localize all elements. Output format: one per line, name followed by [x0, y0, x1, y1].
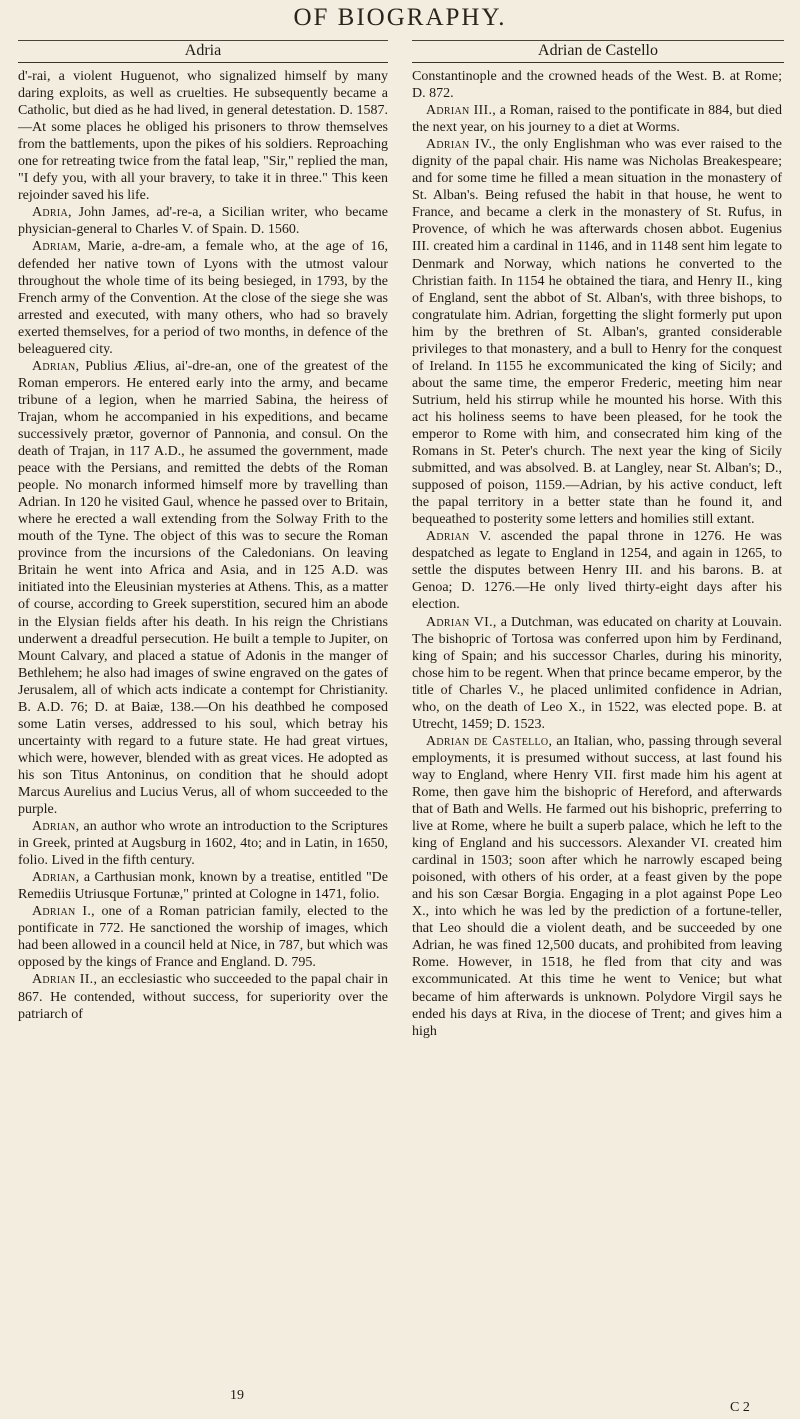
entry-headword: Adrian III.,: [426, 103, 497, 119]
running-title: OF BIOGRAPHY.: [293, 4, 507, 31]
entry-text: Marie, a-dre-am, a female who, at the age of 16, defended her native town of Lyons with the utmost valour throughout the whole time of its being besieged, in 1793, by the French army of the Convention. At the close of the siege she was arrested and executed, with many others, who had so bravely exerted themselves, for a period of two months, in defence of the beleaguered city.: [18, 239, 388, 357]
entry-text: ascended the papal throne in 1276. He was despatched as legate to England in 1254, and again in 1265, to settle the disputes between Henry III. and his barons. B. at Genoa; D. 1276.—He only lived thirty-eight days after his election.: [412, 529, 783, 613]
right-column-header: Adrian de Castello: [412, 42, 784, 63]
entry-text: one of a Roman patrician family, elected to the pontificate in 772. He sanctioned the worship of images, which had been allowed in a council held at Nice, in 787, but which was opposed by the kings of France and England. D. 795.: [18, 904, 388, 971]
entry-text: a Dutchman, was educated on charity at Louvain. The bishopric of Tortosa was conferred upon him by Ferdinand, king of Spain; and his successor Charles, during his minority, chose him to be regent. When that prince became emperor, by the title of Charles V., he placed unlimited confidence in Adrian, who, on the death of Leo X., in 1522, was elected pope. B. at Utrecht, 1459; D. 1523.: [412, 614, 782, 732]
entry-text: an author who wrote an introduction to the Scriptures in Greek, printed at Augsburg in 1602, 4to; and in Latin, in 1650, folio. Lived in the fifth century.: [18, 819, 388, 869]
entry-headword: Adriam,: [32, 239, 82, 255]
entry-paragraph: [18, 971, 388, 1022]
entry-paragraph: [412, 528, 782, 613]
page-number: 19: [230, 1388, 244, 1403]
left-column-header: Adria: [18, 42, 388, 63]
entry-paragraph: [18, 358, 388, 818]
entry-paragraph: [412, 614, 782, 733]
entry-text: John James, ad'-re-a, a Sicilian writer, who became physician-general to Charles V. of Spain. D. 1560.: [18, 205, 388, 238]
entry-headword: Adrian IV.,: [426, 137, 497, 153]
entry-headword: Adrian,: [32, 358, 80, 374]
entry-headword: Adria,: [32, 205, 72, 221]
signature-mark: C 2: [730, 1400, 750, 1415]
entry-headword: Adrian II.,: [32, 972, 98, 988]
entry-paragraph: [412, 68, 782, 102]
entry-headword: Adrian V.: [426, 529, 492, 545]
entry-paragraph: [18, 68, 388, 204]
entry-text: a Carthusian monk, known by a treatise, entitled "De Remediis Utriusque Fortunæ," printed at Cologne in 1471, folio.: [18, 870, 388, 903]
entry-paragraph: [412, 733, 782, 1040]
entry-text: Constantinople and the crowned heads of the West. B. at Rome; D. 872.: [412, 69, 782, 102]
entry-text: Publius Ælius, ai'-dre-an, one of the greatest of the Roman emperors. He entered early into the army, and became tribune of a legion, when he married Sabina, the heiress of Trajan, whom he accompanied in his expeditions, and became successively prætor, governor of Pannonia, and consul. On the death of Trajan, in 117 A.D., he assumed the government, made peace with the Persians, and remitted the debts of the Roman people. No monarch informed himself more by travelling than Adrian. In 120 he visited Gaul, whence he passed over to Britain, where he erected a wall extending from the Solway Frith to the mouth of the Tyne. The object of this was to secure the Roman province from the incursions of the Caledonians. On leaving Britain he went into Africa and Asia, and in 125 A.D. was initiated into the Eleusinian mysteries at Athens. This, as a matter of course, according to Greek superstition, secured him an abode in the Elysian fields after his death. In his reign the Christians underwent a dreadful persecution. He built a temple to Jupiter, on Mount Calvary, and placed a statue of Adonis in the manger of Bethlehem; he also had images of swine engraved on the gates of Jerusalem, all of which acts indicate a contempt for Christianity. B. A.D. 76; D. at Baiæ, 138.—On his deathbed he composed some Latin verses, addressed to his soul, which betray his uncertainty with regard to a future state. He had great virtues, which were, however, blended with as great vices. He adopted as his son Titus Antoninus, on condition that he should adopt Marcus Aurelius and Lucius Verus, all of whom succeeded to the purple.: [18, 358, 388, 818]
entry-headword: Adrian,: [32, 819, 80, 835]
entry-headword: Adrian,: [32, 870, 80, 886]
right-header-rule: [412, 40, 784, 41]
entry-headword: Adrian I.,: [32, 904, 95, 920]
left-header-rule: [18, 40, 388, 41]
entry-text: an ecclesiastic who succeeded to the papal chair in 867. He contended, without success, for superiority over the patriarch of: [18, 972, 389, 1022]
entry-text: an Italian, who, passing through several employments, it is presumed without success, at last found his way to England, where Henry VII. first made him his agent at Rome, then gave him the bishopric of Hereford, and afterwards that of Bath and Wells. He farmed out his bishopric, preferring to live at Rome, where he built a superb palace, which he left to the king of England and his successors. Alexander VI. created him cardinal in 1503; soon after which he narrowly escaped being poisoned, with others of his order, at a feast given by the pope and his son Cæsar Borgia. Engaging in a plot against Pope Leo X., into which he was led by the prediction of a fortune-teller, that Leo should die a violent death, and be succeeded by one Adrian, he was fined 12,500 ducats, and prohibited from leaving Rome. However, in 1518, he fled from that city and was excommunicated. At this time he went to Venice; but what became of him afterwards is unknown. Polydore Virgil says he ended his days at Riva, in the diocese of Trent; and gives him a high: [412, 733, 782, 1039]
entry-paragraph: [18, 238, 388, 357]
right-column: [412, 68, 782, 1040]
entry-paragraph: [18, 818, 388, 869]
entry-paragraph: [412, 102, 782, 136]
entry-headword: Adrian VI.,: [426, 614, 497, 630]
entry-paragraph: [18, 204, 388, 238]
entry-paragraph: [18, 869, 388, 903]
entry-text: a Roman, raised to the pontificate in 884, but died the next year, on his journey to a diet at Worms.: [412, 103, 782, 136]
entry-text: the only Englishman who was ever raised to the dignity of the papal chair. His name was Nicholas Breakespeare; and for some time he filled a mean situation in the monastery of St. Alban's. Being refused the habit in that house, he went to France, and became a clerk in the monastery of St. Rufus, in Provence, of which he was afterwards chosen abbot. Eugenius III. created him a cardinal in 1146, and in 1148 sent him legate to Denmark and Norway, which nations he converted to the Christian faith. In 1154 he obtained the tiara, and Henry II., king of England, sent the abbot of St. Alban's, with three bishops, to congratulate him. Adrian, forgetting the slight formerly put upon him by the brethren of St. Alban's, granted considerable privileges to that monastery, and a bull to Henry for the conquest of Ireland. In 1155 he excommunicated the king of Sicily; and about the same time, the emperor Frederic, meeting him near Sutrium, held his stirrup while he mounted his horse. With this act his holiness seems to have been pleased, for he took the emperor to Rome with him, and consecrated him king of the Romans in St. Peter's church. The next year the king of Sicily submitted, and was absolved. B. at Langley, near St. Alban's; D., supposed of poison, 1159.—Adrian, by his active conduct, left the papal territory in a better state than he found it, and bequeathed to posterity some letters and homilies still extant.: [412, 137, 782, 528]
entry-text: d'-rai, a violent Huguenot, who signalized himself by many daring exploits, as well as cruelties. He subsequently became a Catholic, but died as he had lived, in general detestation. D. 1587.—At some places he obliged his prisoners to throw themselves from the battlements, upon the pikes of his soldiers. Reproaching one for retreating twice from the fatal leap, "Sir," replied the man, "I defy you, with all your bravery, to take it in three." This keen rejoinder saved his life.: [18, 69, 388, 204]
entry-headword: Adrian de Castello,: [426, 733, 553, 749]
entry-paragraph: [18, 903, 388, 971]
left-column: [18, 68, 388, 1023]
entry-paragraph: [412, 136, 782, 528]
